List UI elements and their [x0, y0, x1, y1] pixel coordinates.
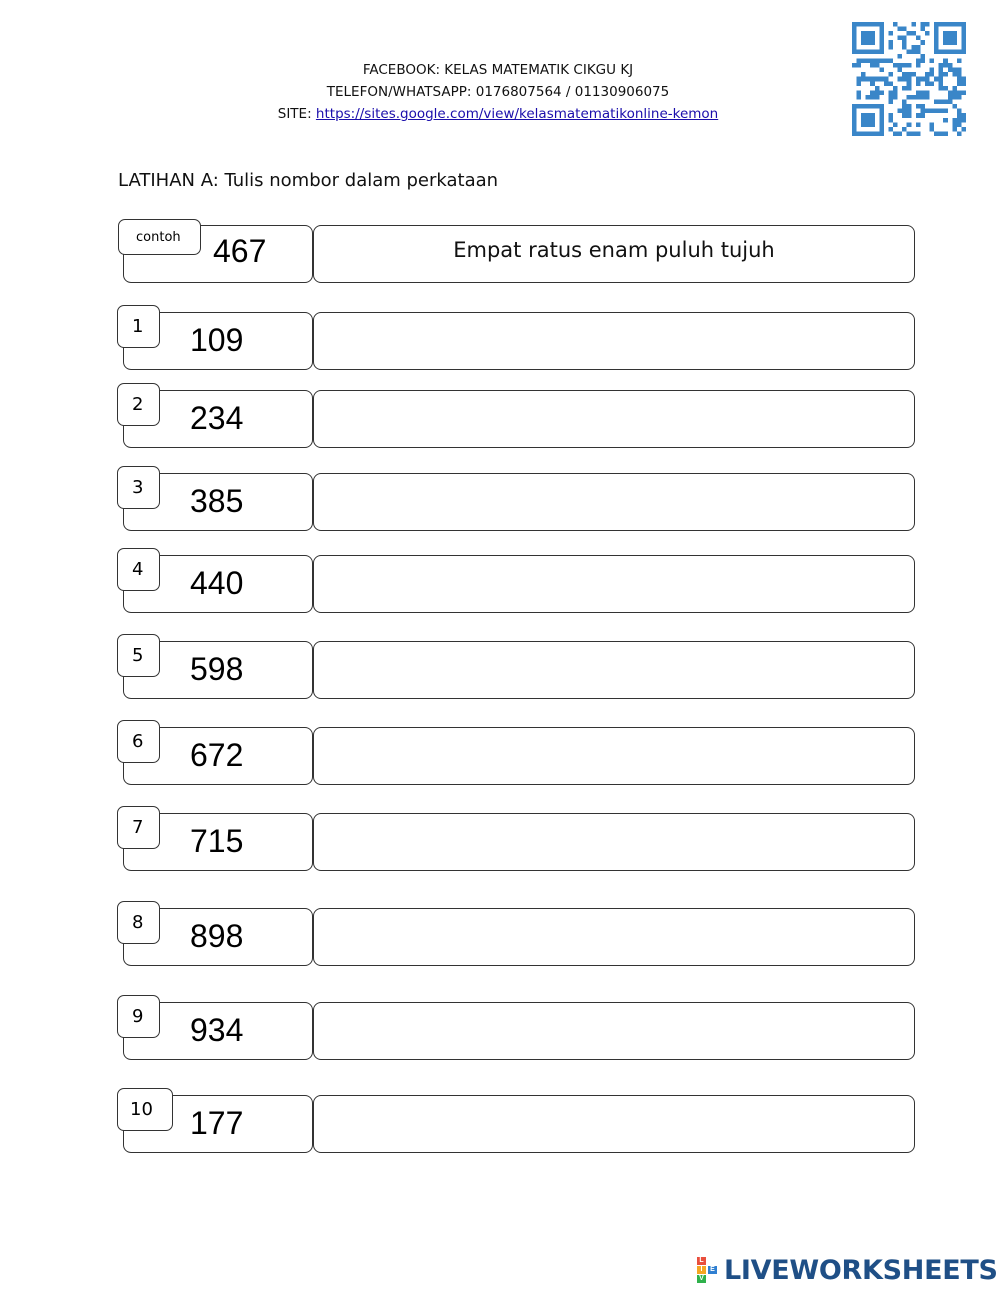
example-number: 467	[213, 233, 267, 269]
question-index: 6	[117, 720, 160, 763]
question-number-value: 934	[190, 1012, 244, 1048]
logo-letter: I	[697, 1266, 706, 1274]
question-row	[0, 547, 1000, 617]
phone-line: TELEFON/WHATSAPP: 0176807564 / 01130906075	[326, 84, 670, 100]
answer-field[interactable]	[313, 813, 915, 871]
question-index: 2	[117, 383, 160, 426]
exercise-instruction: LATIHAN A: Tulis nombor dalam perkataan	[118, 170, 499, 191]
site-line	[200, 103, 796, 125]
question-row	[0, 1087, 1000, 1157]
question-number-value: 440	[190, 565, 244, 601]
logo-letter: L	[697, 1257, 706, 1265]
question-row	[0, 304, 1000, 374]
question-number-value: 715	[190, 823, 244, 859]
question-row	[0, 719, 1000, 789]
question-row	[0, 805, 1000, 875]
question-number-value: 177	[190, 1105, 244, 1141]
answer-field[interactable]	[313, 1002, 915, 1060]
site-link[interactable]: https://sites.google.com/view/kelasmatematikonline-kemon	[315, 106, 719, 122]
worksheet-header	[200, 59, 796, 125]
answer-field[interactable]	[313, 390, 915, 448]
answer-field[interactable]	[313, 908, 915, 966]
question-index: 5	[117, 634, 160, 677]
logo-letter: V	[697, 1275, 706, 1283]
facebook-line: FACEBOOK: KELAS MATEMATIK CIKGU KJ	[362, 62, 634, 78]
question-index: 7	[117, 806, 160, 849]
question-index: 10	[117, 1088, 173, 1131]
site-prefix: SITE:	[277, 106, 316, 122]
answer-field[interactable]	[313, 555, 915, 613]
question-row	[0, 900, 1000, 970]
question-number-value: 898	[190, 918, 244, 954]
liveworksheets-mark-icon	[697, 1257, 721, 1283]
question-number-value: 385	[190, 483, 244, 519]
example-label: contoh	[118, 219, 201, 255]
question-row	[0, 994, 1000, 1064]
answer-field[interactable]	[313, 312, 915, 370]
example-row	[0, 219, 1000, 289]
liveworksheets-logo	[697, 1255, 998, 1285]
question-index: 8	[117, 901, 160, 944]
logo-letter: E	[708, 1266, 717, 1274]
question-row	[0, 382, 1000, 452]
answer-field[interactable]	[313, 473, 915, 531]
question-number-value: 234	[190, 400, 244, 436]
example-answer: Empat ratus enam puluh tujuh	[313, 225, 915, 283]
question-row	[0, 465, 1000, 535]
answer-field[interactable]	[313, 727, 915, 785]
answer-field[interactable]	[313, 641, 915, 699]
answer-field[interactable]	[313, 1095, 915, 1153]
liveworksheets-wordmark: LIVEWORKSHEETS	[724, 1254, 998, 1286]
question-number-value: 109	[190, 322, 244, 358]
question-index: 9	[117, 995, 160, 1038]
question-index: 3	[117, 466, 160, 509]
question-index: 4	[117, 548, 160, 591]
question-number-value: 598	[190, 651, 244, 687]
question-number-value: 672	[190, 737, 244, 773]
qr-code-icon	[852, 22, 966, 136]
question-index: 1	[117, 305, 160, 348]
question-row	[0, 633, 1000, 703]
